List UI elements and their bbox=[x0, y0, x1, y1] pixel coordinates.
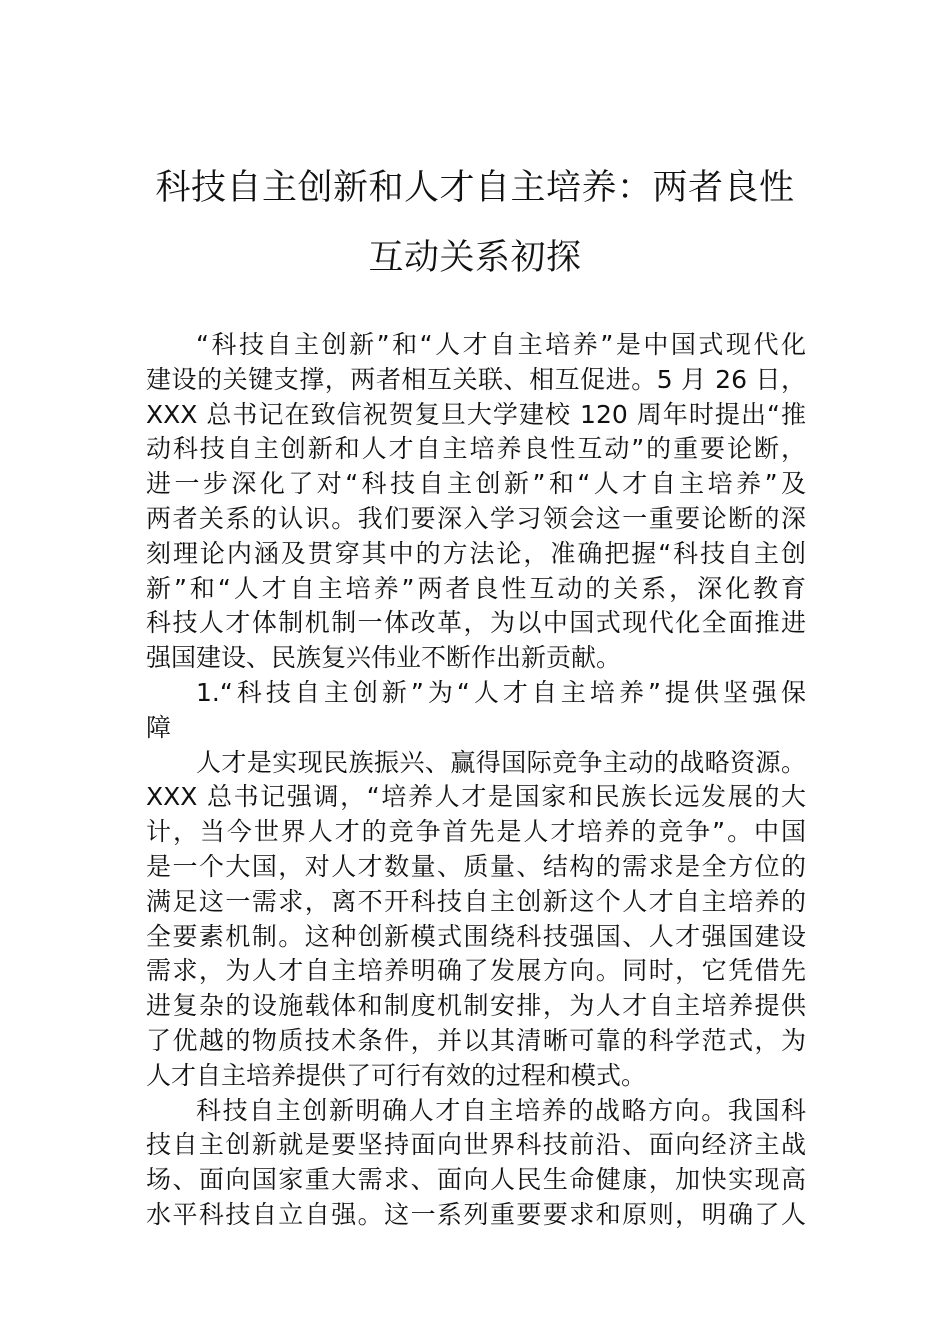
body-line: 需求，为人才自主培养明确了发展方向。同时，它凭借先 bbox=[146, 956, 806, 986]
body-line: 刻理论内涵及贯穿其中的方法论，准确把握“科技自主创 bbox=[146, 538, 806, 568]
body-line: 场、面向国家重大需求、面向人民生命健康，加快实现高 bbox=[146, 1165, 806, 1195]
document-body bbox=[146, 328, 806, 1233]
body-line: 障 bbox=[146, 712, 172, 742]
body-line: 人才自主培养提供了可行有效的过程和模式。 bbox=[146, 1060, 647, 1090]
body-line: 两者关系的认识。我们要深入学习领会这一重要论断的深 bbox=[146, 503, 806, 533]
body-line: 技自主创新就是要坚持面向世界科技前沿、面向经济主战 bbox=[146, 1130, 806, 1160]
body-line: 全要素机制。这种创新模式围绕科技强国、人才强国建设 bbox=[146, 921, 806, 951]
body-line: 人才是实现民族振兴、赢得国际竞争主动的战略资源。 bbox=[196, 747, 806, 777]
body-line: XXX 总书记在致信祝贺复旦大学建校 120 周年时提出“推 bbox=[146, 399, 806, 429]
body-line: 满足这一需求，离不开科技自主创新这个人才自主培养的 bbox=[146, 886, 806, 916]
body-line: 新”和“人才自主培养”两者良性互动的关系，深化教育 bbox=[146, 573, 806, 603]
body-line: 动科技自主创新和人才自主培养良性互动”的重要论断， bbox=[146, 434, 806, 464]
body-line: 计，当今世界人才的竞争首先是人才培养的竞争”。中国 bbox=[146, 817, 806, 847]
document-title-line-1: 科技自主创新和人才自主培养：两者良性 bbox=[155, 168, 795, 208]
body-line: 进一步深化了对“科技自主创新”和“人才自主培养”及 bbox=[146, 469, 806, 499]
body-line: “科技自主创新”和“人才自主培养”是中国式现代化 bbox=[196, 330, 806, 359]
body-line: 科技人才体制机制一体改革，为以中国式现代化全面推进 bbox=[146, 608, 806, 638]
body-line: 科技自主创新明确人才自主培养的战略方向。我国科 bbox=[196, 1095, 806, 1125]
body-line: 了优越的物质技术条件，并以其清晰可靠的科学范式，为 bbox=[146, 1025, 806, 1055]
body-line: 水平科技自立自强。这一系列重要要求和原则，明确了人 bbox=[146, 1199, 806, 1229]
body-line: 1.“科技自主创新”为“人才自主培养”提供坚强保 bbox=[196, 677, 806, 707]
body-line: 进复杂的设施载体和制度机制安排，为人才自主培养提供 bbox=[146, 991, 806, 1021]
document-title-line-2: 互动关系初探 bbox=[368, 238, 582, 278]
body-line: 是一个大国，对人才数量、质量、结构的需求是全方位的 bbox=[146, 851, 806, 881]
body-line: XXX 总书记强调，“培养人才是国家和民族长远发展的大 bbox=[146, 782, 806, 812]
body-line: 建设的关键支撑，两者相互关联、相互促进。5 月 26 日， bbox=[146, 364, 806, 394]
body-line: 强国建设、民族复兴伟业不断作出新贡献。 bbox=[146, 643, 622, 673]
